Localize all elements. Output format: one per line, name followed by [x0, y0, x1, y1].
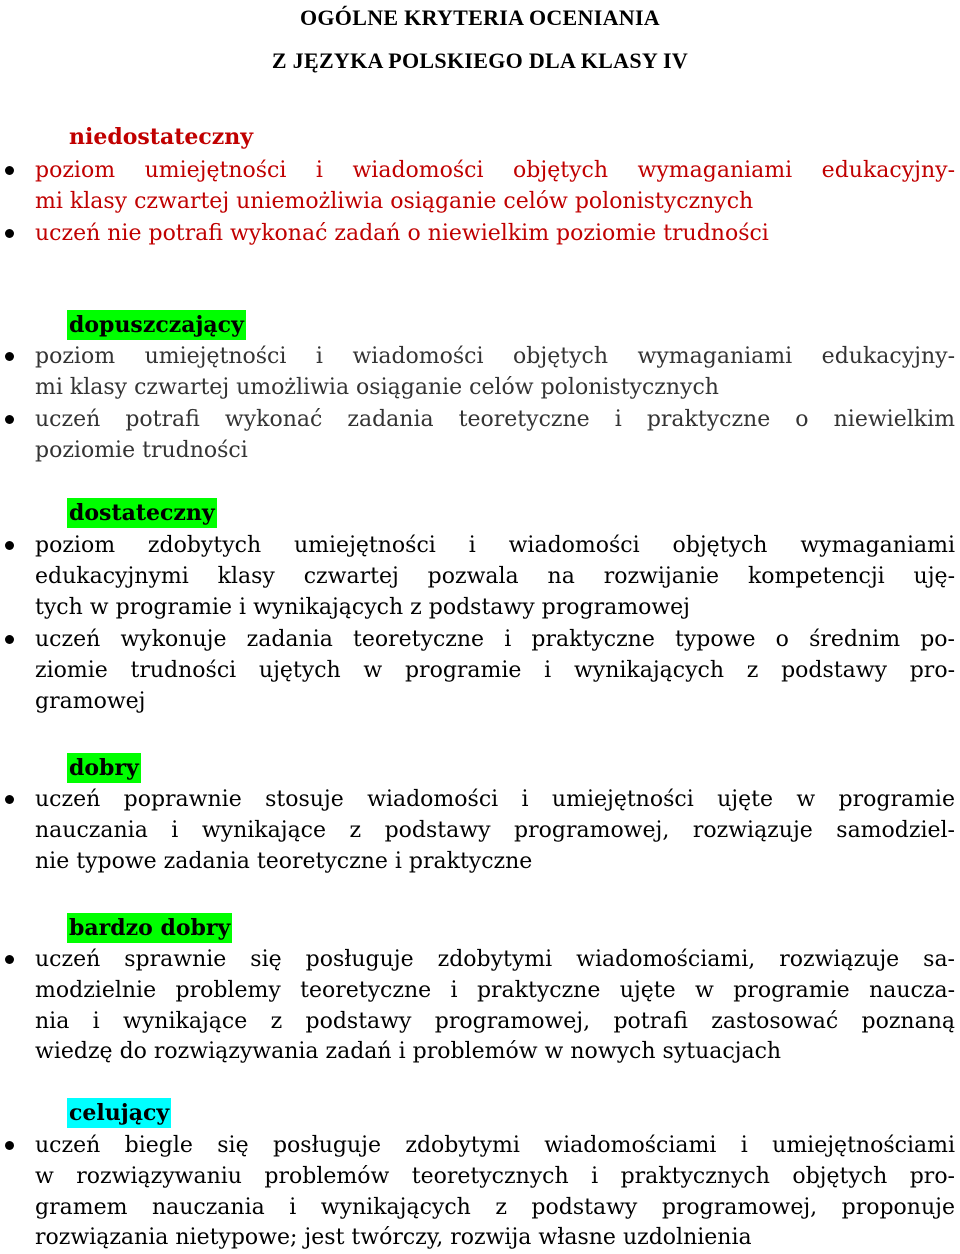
- bullet-icon: [5, 541, 14, 550]
- grade-heading-celujacy: celujący: [69, 1100, 170, 1126]
- text-line: poziom zdobytych umiejętności i wiadomości objętych wymaganiami: [35, 533, 955, 558]
- text-line: gramowej: [35, 688, 146, 714]
- text-line: rozwiązania nietypowe; jest twórczy, rozwija własne uzdolnienia: [35, 1225, 752, 1251]
- criteria-item: [35, 625, 955, 717]
- grade-heading-dopuszczajacy: dopuszczający: [69, 312, 244, 338]
- criteria-item: [35, 156, 955, 218]
- text-line: nauczania i wynikające z podstawy programowej, rozwiązuje samodziel-: [35, 817, 955, 843]
- bullet-icon: [5, 229, 14, 238]
- criteria-item: [35, 531, 955, 623]
- grade-heading-bardzo-dobry: bardzo dobry: [69, 915, 231, 941]
- text-line: poziom umiejętności i wiadomości objętych wymaganiami edukacyjny-: [35, 158, 955, 183]
- text-line: tych w programie i wynikających z podstawy programowej: [35, 594, 690, 620]
- bullet-icon: [5, 955, 14, 964]
- bullet-icon: [5, 415, 14, 424]
- text-line: edukacyjnymi klasy czwartej pozwala na rozwijanie kompetencji uję-: [35, 563, 955, 589]
- criteria-item: [35, 1131, 955, 1254]
- text-line: poziom umiejętności i wiadomości objętych wymaganiami edukacyjny-: [35, 344, 955, 369]
- text-line: mi klasy czwartej uniemożliwia osiąganie celów polonistycznych: [35, 188, 754, 214]
- grade-heading-niedostateczny: niedostateczny: [69, 124, 254, 150]
- criteria-item: [35, 785, 955, 877]
- text-line: uczeń wykonuje zadania teoretyczne i praktyczne typowe o średnim po-: [35, 627, 955, 652]
- criteria-item: [35, 405, 955, 467]
- bullet-icon: [5, 352, 14, 361]
- grade-heading-dostateczny: dostateczny: [69, 500, 215, 526]
- text-line: uczeń potrafi wykonać zadania teoretyczne i praktyczne o niewielkim: [35, 407, 955, 432]
- text-line: uczeń nie potrafi wykonać zadań o niewielkim poziomie trudności: [35, 221, 769, 246]
- bullet-icon: [5, 795, 14, 804]
- text-line: uczeń biegle się posługuje zdobytymi wiadomościami i umiejętnościami: [35, 1133, 955, 1158]
- bullet-icon: [5, 1141, 14, 1150]
- text-line: uczeń poprawnie stosuje wiadomości i umiejętności ujęte w programie: [35, 787, 955, 812]
- text-line: gramem nauczania i wynikających z podstawy programowej, proponuje: [35, 1194, 955, 1220]
- bullet-icon: [5, 635, 14, 644]
- criteria-item: [35, 945, 955, 1068]
- text-line: ziomie trudności ujętych w programie i wynikających z podstawy pro-: [35, 657, 955, 683]
- text-line: uczeń sprawnie się posługuje zdobytymi wiadomościami, rozwiązuje sa-: [35, 947, 955, 972]
- title-line-2: Z JĘZYKA POLSKIEGO DLA KLASY IV: [271, 48, 689, 73]
- criteria-item: [35, 219, 955, 250]
- text-line: poziomie trudności: [35, 437, 248, 463]
- text-line: nie typowe zadania teoretyczne i praktyczne: [35, 848, 533, 874]
- text-line: modzielnie problemy teoretyczne i praktyczne ujęte w programie naucza-: [35, 977, 955, 1003]
- criteria-item: [35, 342, 955, 404]
- text-line: wiedzę do rozwiązywania zadań i problemów w nowych sytuacjach: [35, 1039, 782, 1065]
- title-line-1: OGÓLNE KRYTERIA OCENIANIA: [299, 5, 660, 30]
- text-line: mi klasy czwartej umożliwia osiąganie celów polonistycznych: [35, 374, 719, 400]
- bullet-icon: [5, 166, 14, 175]
- text-line: w rozwiązywaniu problemów teoretycznych i praktycznych objętych pro-: [35, 1163, 955, 1189]
- grade-heading-dobry: dobry: [69, 755, 139, 781]
- text-line: nia i wynikające z podstawy programowej, potrafi zastosować poznaną: [35, 1008, 955, 1034]
